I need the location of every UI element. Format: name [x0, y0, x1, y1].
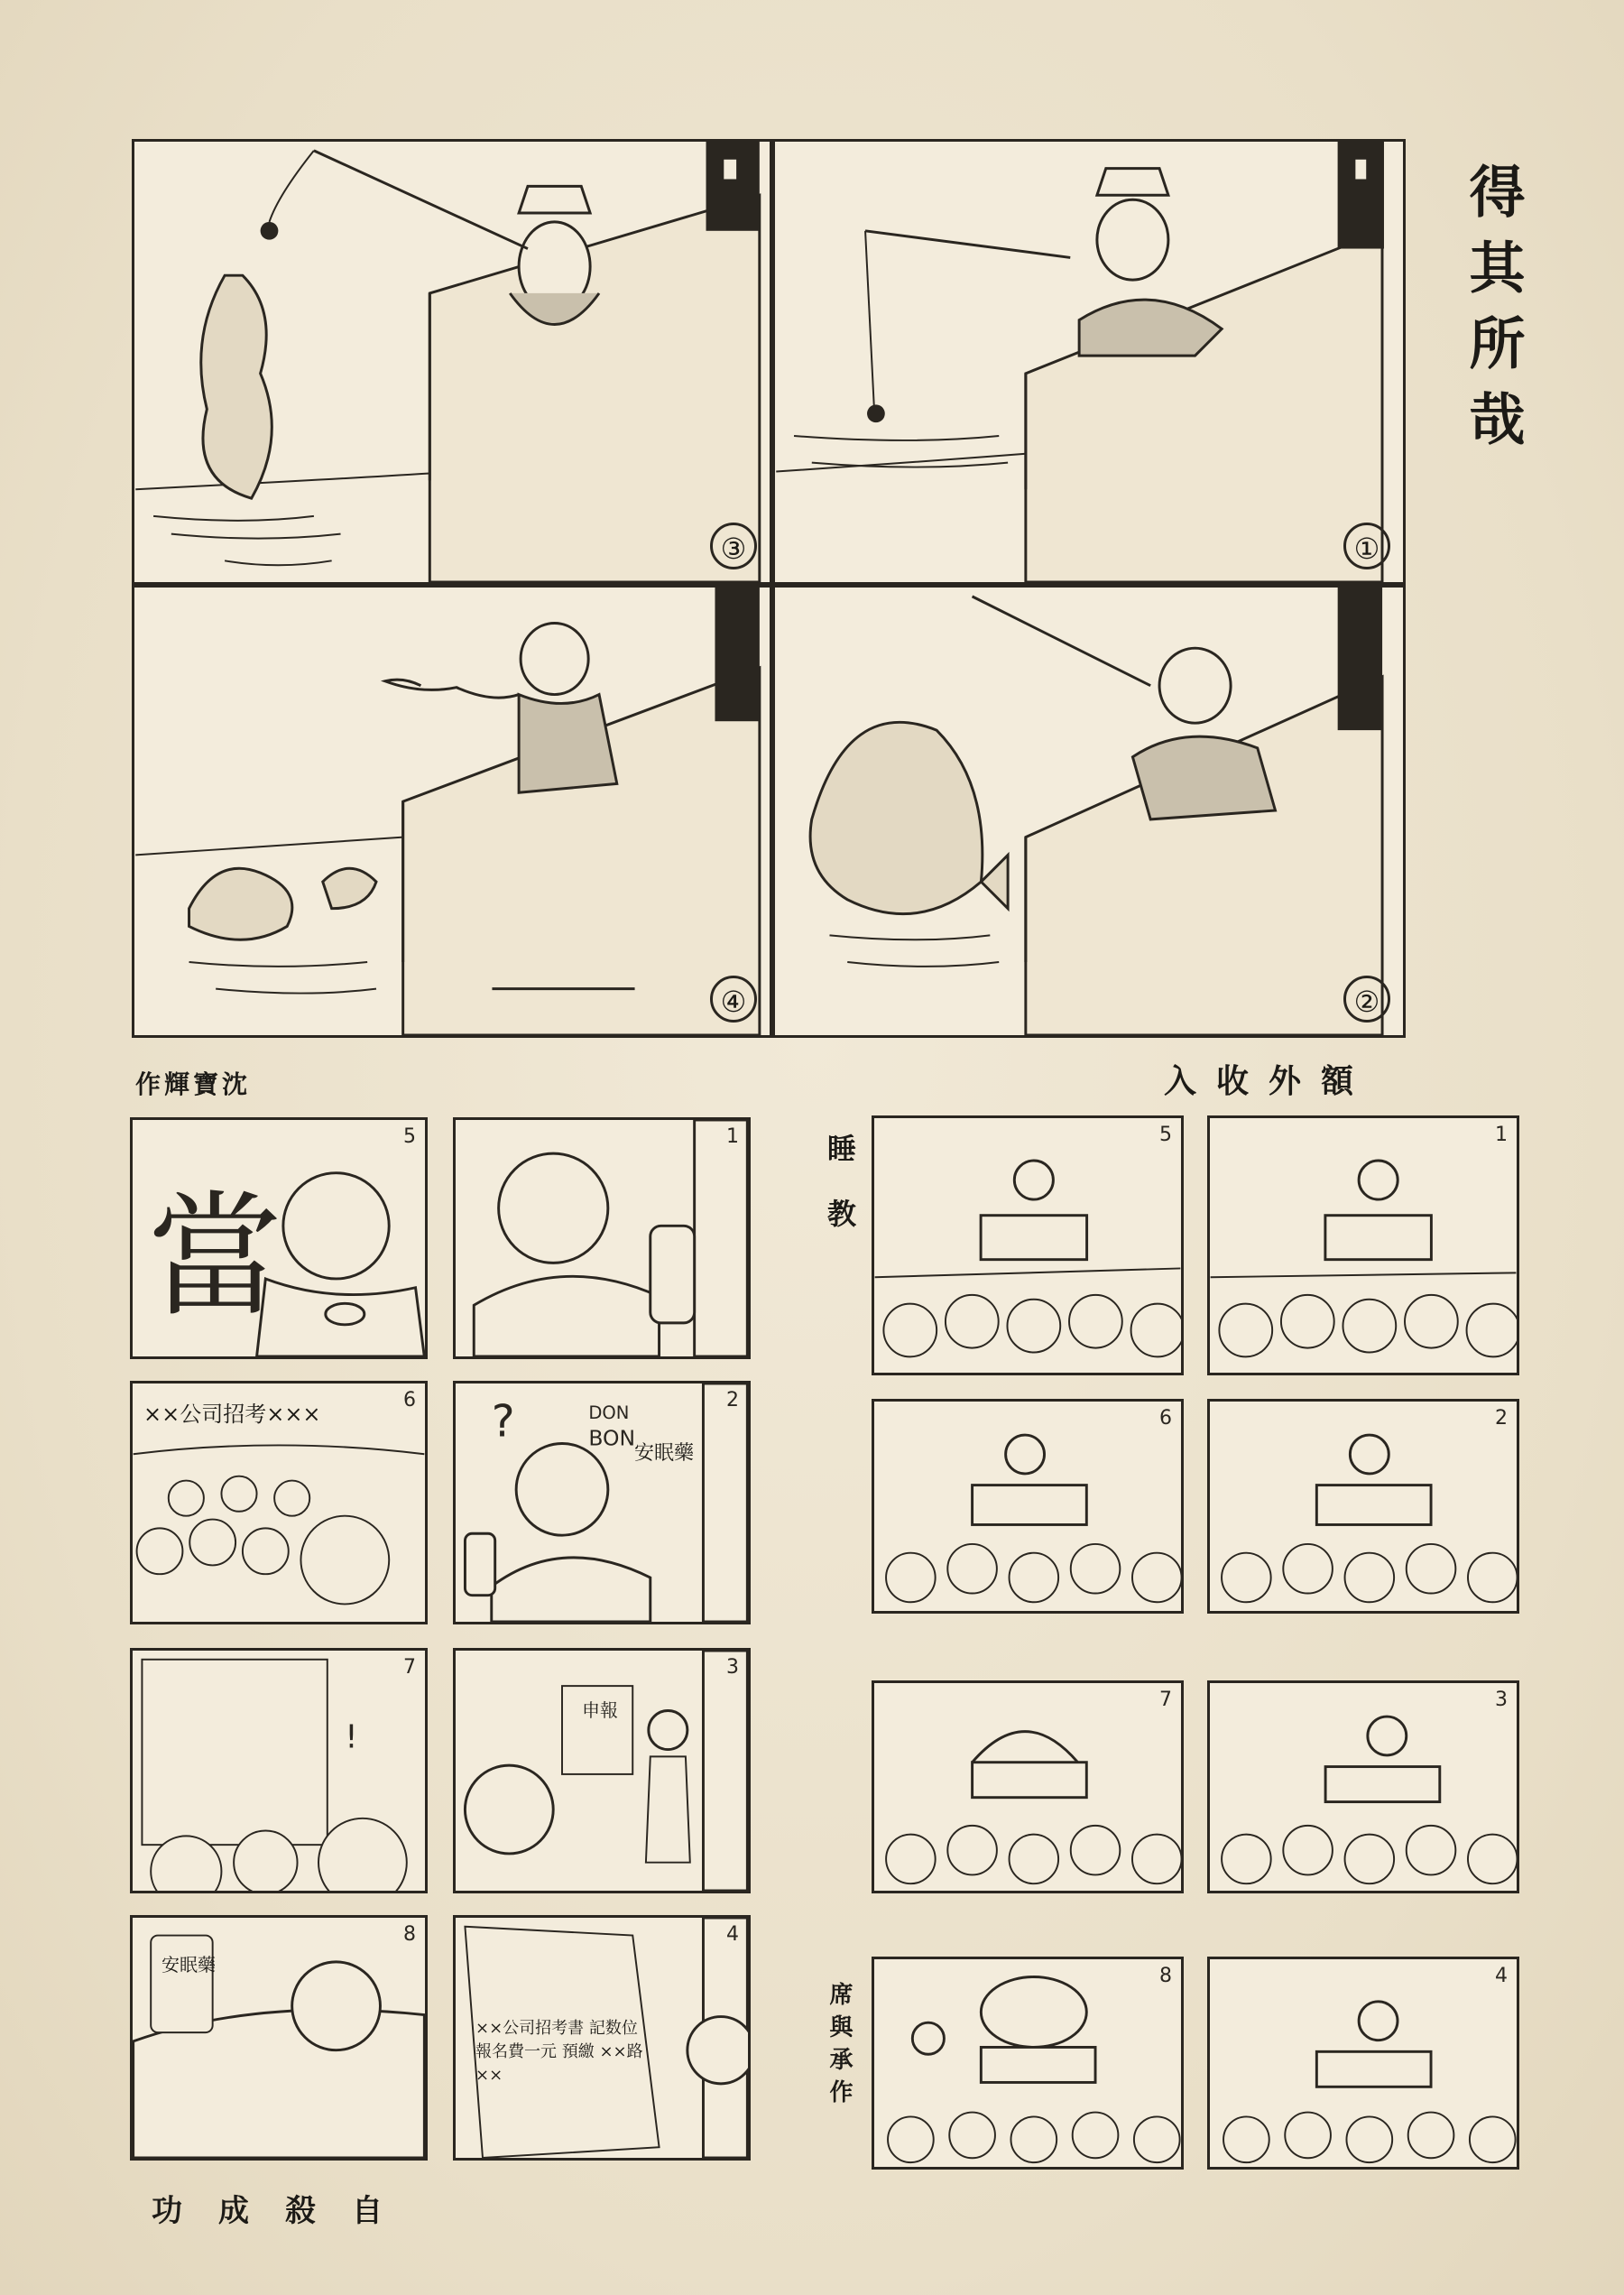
income-panel-7: [130, 1648, 428, 1893]
comic-title-sleep: 睡教: [823, 1134, 857, 1263]
income-panel-3: [453, 1648, 751, 1893]
panel-number-circle: ④: [710, 976, 757, 1023]
fishing-panel-2: [772, 585, 1406, 1038]
recruit-notice: ××公司招考書 記数位 報名費一元 預繳 ××路××: [475, 2019, 643, 2085]
panel-number: 8: [1159, 1965, 1172, 1987]
panel-number: 6: [403, 1389, 416, 1411]
income-panel-6: [130, 1381, 428, 1624]
fishing-panel-3: [132, 139, 772, 585]
comic-title-extra-income: 入收外額: [1164, 1062, 1374, 1100]
fishing-panel-4: [132, 585, 772, 1038]
panel-number: 3: [726, 1656, 739, 1679]
newspaper-text: 申報: [582, 1699, 618, 1721]
income-panel-5: [130, 1117, 428, 1359]
svg-text:BON: BON: [588, 1425, 636, 1451]
svg-text:?: ?: [491, 1395, 515, 1448]
panel-number: 2: [1495, 1407, 1508, 1430]
footer-title: 功成殺自: [152, 2193, 419, 2229]
panel-number: 1: [726, 1125, 739, 1148]
svg-text:!: !: [345, 1718, 358, 1756]
panel-number: 4: [726, 1923, 739, 1946]
panel-number: 2: [726, 1389, 739, 1411]
sleep-panel-8: [872, 1957, 1184, 2170]
panel-number-circle: ①: [1343, 523, 1390, 569]
income-panel-8: [130, 1915, 428, 2161]
comic-title-fishing: 得其所哉: [1460, 162, 1526, 466]
panel-number-circle: ②: [1343, 976, 1390, 1023]
byline-fishing: 作輝寶沈: [135, 1069, 252, 1099]
recruit-banner: ××公司招考×××: [143, 1402, 321, 1427]
bottle-label: 安眠藥: [161, 1954, 216, 1976]
panel-number: 7: [1159, 1689, 1172, 1711]
panel-number: 8: [403, 1923, 416, 1946]
sleep-panel-2: [1207, 1399, 1519, 1614]
panel-number: 3: [1495, 1689, 1508, 1711]
svg-text:DON: DON: [588, 1402, 630, 1424]
sleep-panel-4: [1207, 1957, 1519, 2170]
sleep-panel-5: [872, 1115, 1184, 1375]
bottle-label: 安眠藥: [634, 1442, 695, 1465]
big-character: 當: [147, 1179, 283, 1336]
panel-number: 7: [403, 1656, 416, 1679]
panel-number-circle: ③: [710, 523, 757, 569]
panel-number: 1: [1495, 1124, 1508, 1146]
panel-number: 5: [403, 1125, 416, 1148]
panel-number: 4: [1495, 1965, 1508, 1987]
sleep-panel-6: [872, 1399, 1184, 1614]
sleep-panel-3: [1207, 1680, 1519, 1893]
panel-number: 5: [1159, 1124, 1172, 1146]
sleep-panel-7: [872, 1680, 1184, 1893]
fishing-panel-1: [772, 139, 1406, 585]
income-panel-1: [453, 1117, 751, 1359]
sleep-panel-1: [1207, 1115, 1519, 1375]
credit-sleep: 席與承作: [826, 1982, 853, 2112]
panel-number: 6: [1159, 1407, 1172, 1430]
income-panel-2: [453, 1381, 751, 1624]
income-panel-4: [453, 1915, 751, 2161]
